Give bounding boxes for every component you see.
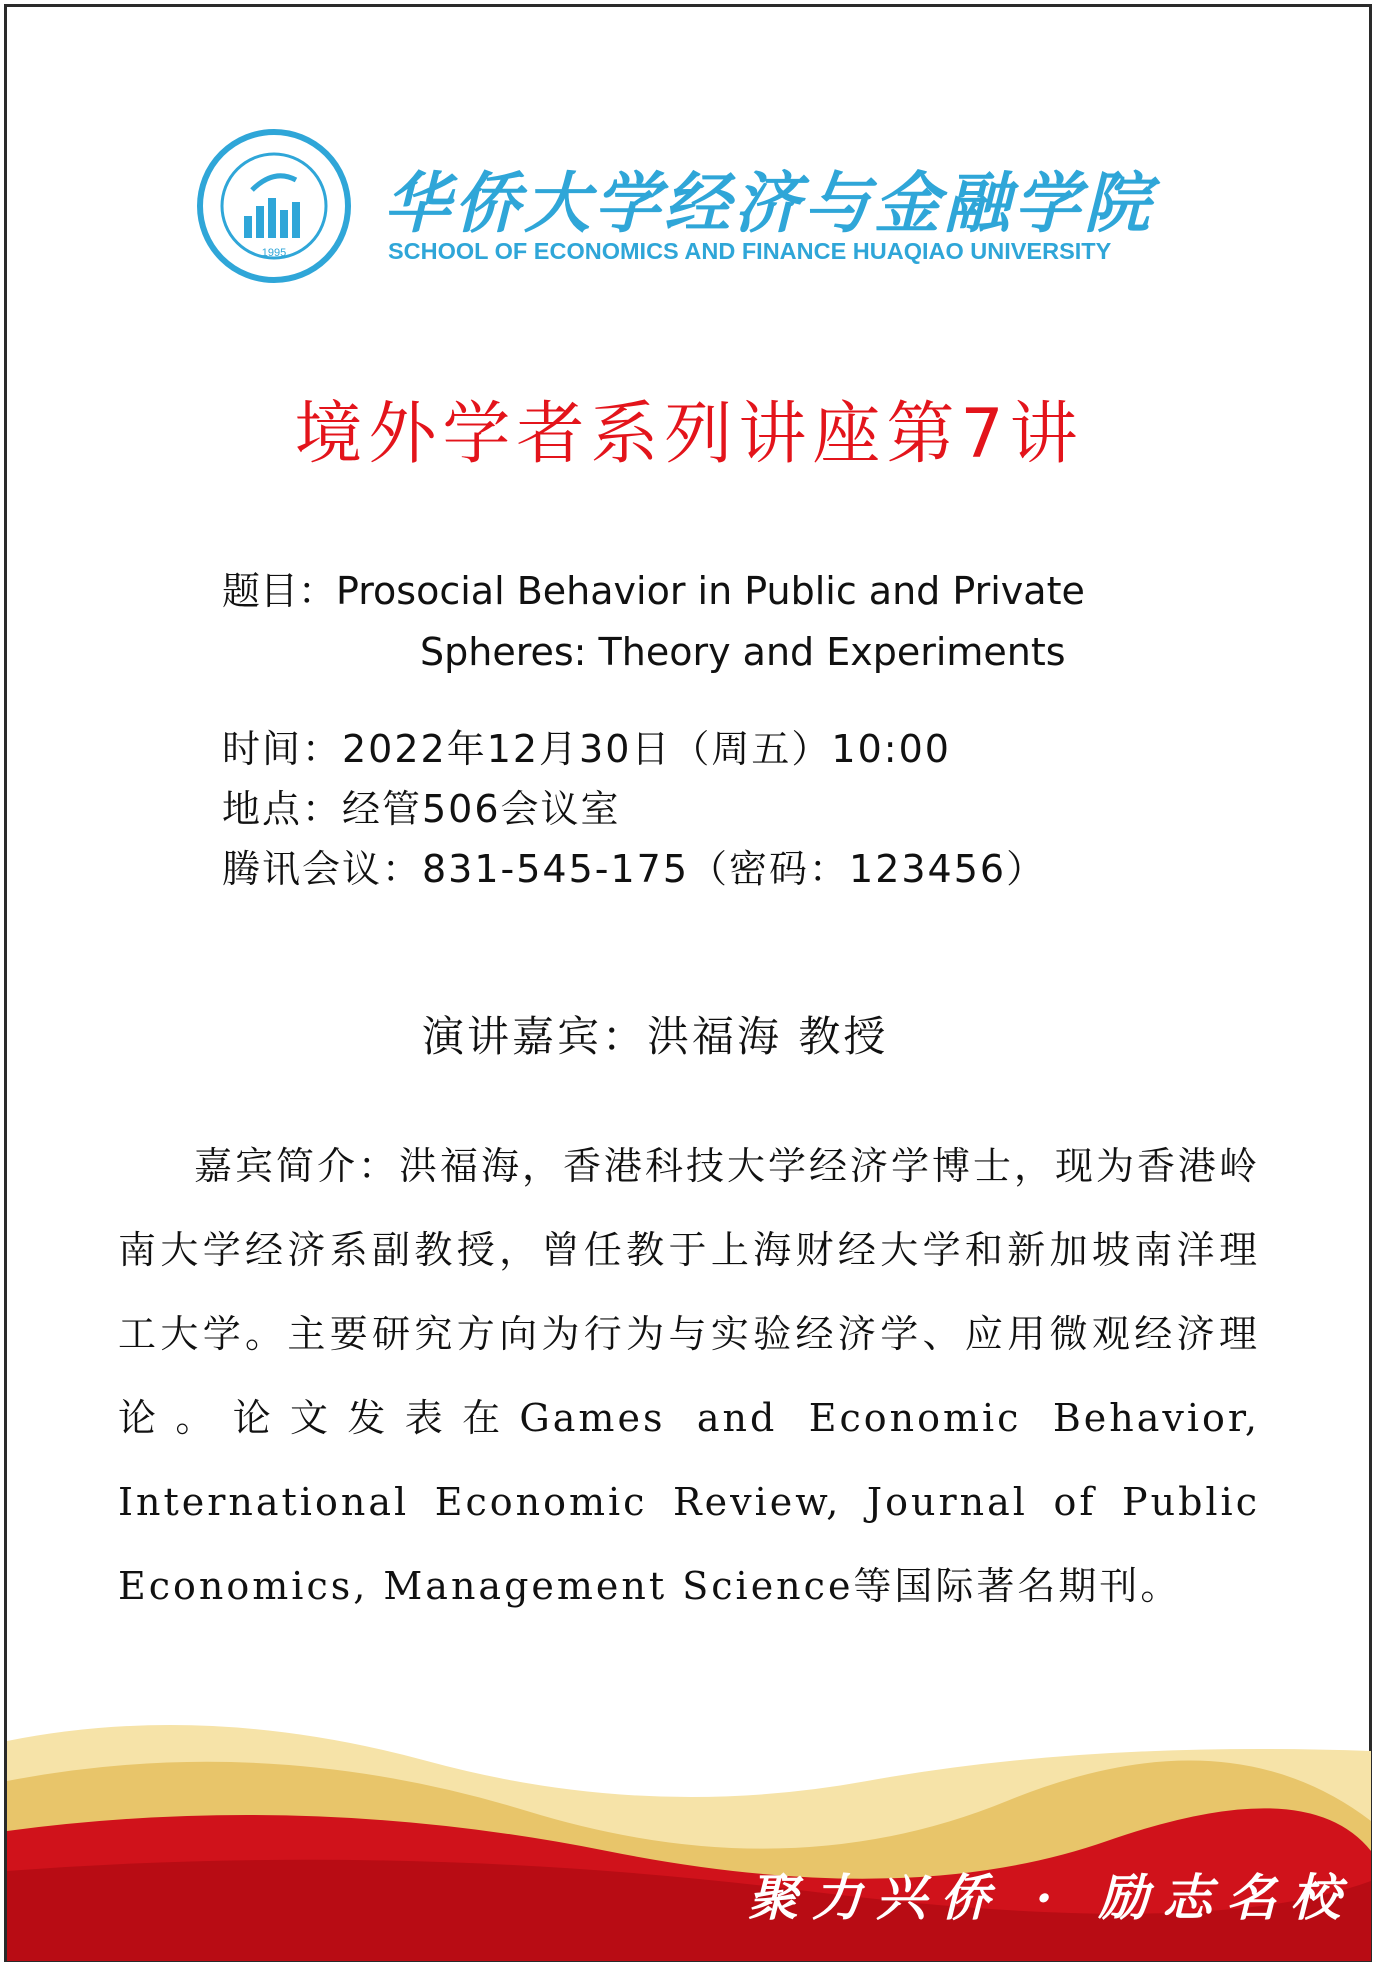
speaker-line: 演讲嘉宾：洪福海 教授	[422, 1012, 889, 1061]
topic-title-part1: Prosocial Behavior in Public and Private	[336, 569, 1085, 613]
college-seal-icon	[196, 128, 352, 284]
lecture-series-title: 境外学者系列讲座第7讲	[294, 395, 1084, 474]
school-name-en: SCHOOL OF ECONOMICS AND FINANCE HUAQIAO UNIVERSITY	[388, 238, 1112, 264]
speaker-bio: 嘉宾简介：洪福海，香港科技大学经济学博士，现为香港岭南大学经济系副教授，曾任教于上海财经大学和新加坡南洋理工大学。主要研究方向为行为与实验经济学、应用微观经济理论。论文发表在Games and Economic Behavior, International Economic Review, Journal of Public Economics, Management Science等国际著名期刊。	[118, 1144, 1261, 1608]
tencent-meeting-info: 腾讯会议：831-545-175（密码：123456）	[222, 847, 1047, 891]
topic-label: 题目：	[222, 569, 337, 613]
topic-line-1	[222, 560, 1085, 615]
event-place: 地点：经管506会议室	[222, 787, 621, 831]
school-name-cn: 华侨大学经济与金融学院	[384, 164, 1154, 242]
event-time: 时间：2022年12月30日（周五）10:00	[222, 727, 951, 771]
footer-slogan: 聚力兴侨 · 励志名校	[748, 1868, 1355, 1927]
logo-year: 1995	[261, 247, 287, 259]
poster-frame	[4, 4, 1372, 1962]
topic-line-2: Spheres: Theory and Experiments	[420, 630, 1066, 674]
